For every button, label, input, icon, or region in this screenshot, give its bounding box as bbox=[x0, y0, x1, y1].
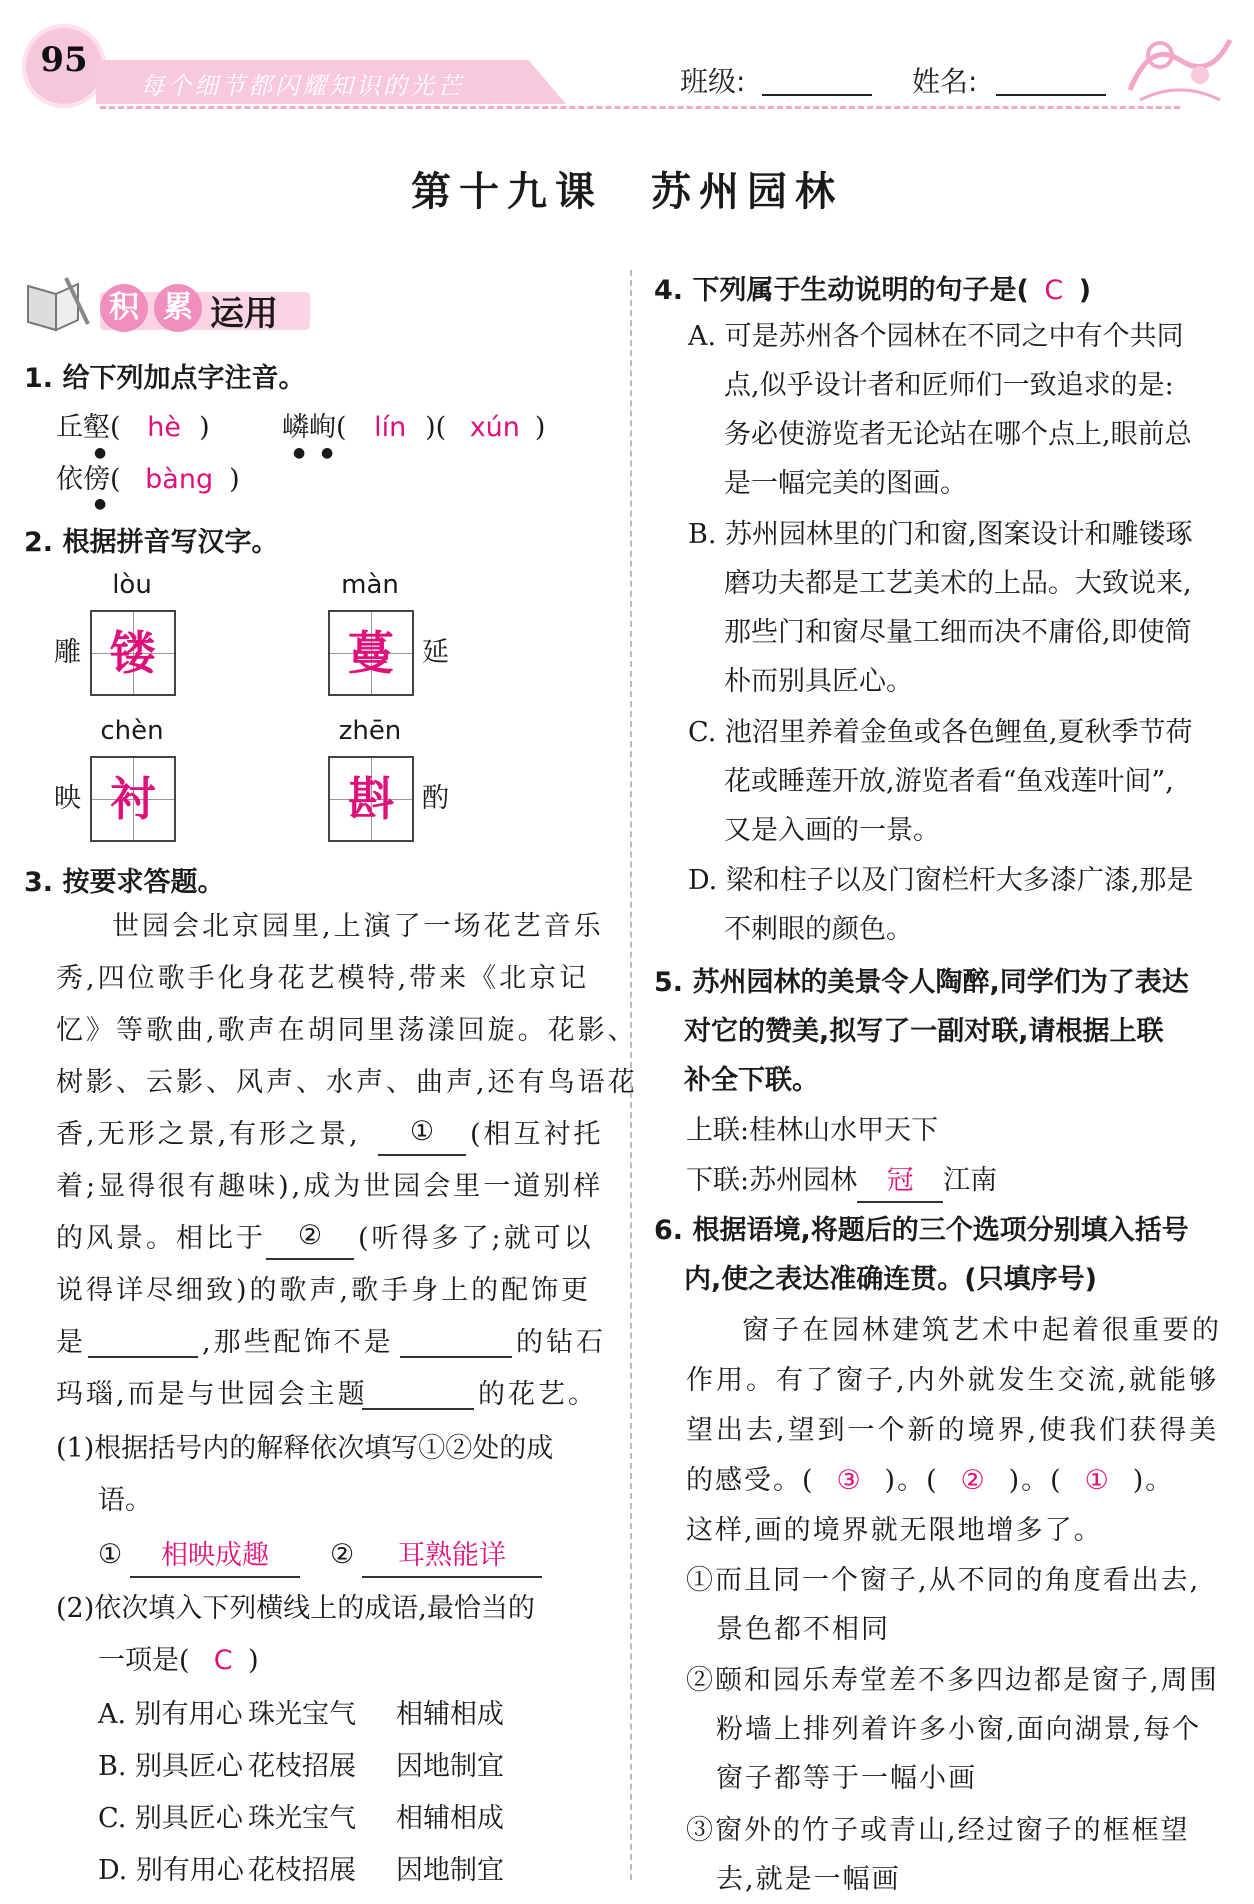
q6-option-3: ③窗外的竹子或青山,经过窗子的框框望 去,就是一幅画 bbox=[686, 1815, 1190, 1895]
class-label: 班级: bbox=[680, 65, 746, 98]
q3-passage-line: 是 bbox=[56, 1327, 83, 1358]
q4-option-a: A. 可是苏州各个园林在不同之中有个共同 点,似乎设计者和匠师们一致追求的是: 务必使游览者无论站在哪个点上,眼前总 是一幅完美的图画。 bbox=[688, 321, 1192, 499]
section-header-title: 运用 bbox=[210, 294, 278, 334]
lesson-title: 第十九课 苏州园林 bbox=[411, 169, 843, 215]
q5-stem: 5. 苏州园林的美景令人陶醉,同学们为了表达 对它的赞美,拟写了一副对联,请根据上联 补全下联。 bbox=[654, 967, 1189, 1096]
header-slogan: 每个细节都闪耀知识的光芒 bbox=[140, 72, 464, 100]
section-header-char-2: 累 bbox=[154, 284, 202, 332]
q3-passage-line: 秀,四位歌手化身花艺模特,带来《北京记 bbox=[56, 963, 590, 994]
q3-passage-line: 的花艺。 bbox=[478, 1379, 598, 1410]
q3-sub1: (1)根据括号内的解释依次填写①②处的成 bbox=[56, 1433, 554, 1464]
q3-option-c: C. 别具匠心 珠光宝气 相辅相成 bbox=[98, 1803, 504, 1834]
q6-passage-last: 这样,画的境界就无限地增多了。 bbox=[686, 1515, 1103, 1546]
q3-passage-line: 说得详尽细致)的歌声,歌手身上的配饰更 bbox=[56, 1275, 592, 1306]
q4-option-b: B. 苏州园林里的门和窗,图案设计和雕镂琢 磨功夫都是工艺美术的上品。大致说来, 那些门和窗尽量工细而决不庸俗,即使简 朴而别具匠心。 bbox=[688, 519, 1193, 697]
q3-option-d: D. 别有用心 花枝招展 因地制宜 bbox=[98, 1855, 504, 1886]
q1-item-2: 嶙峋( lín )( xún ) bbox=[282, 403, 545, 452]
emphasis-dot: ● bbox=[321, 445, 334, 461]
q2-before-1: 雕 bbox=[54, 637, 81, 668]
q3-sub2-answer: C bbox=[213, 1645, 233, 1676]
q2-after-2: 延 bbox=[422, 637, 449, 668]
q6-fill-line: 的感受。( ③ )。( ② )。( ① )。 bbox=[686, 1456, 1174, 1505]
book-pen-icon bbox=[22, 272, 92, 336]
q3-sub2-cont: 一项是( C ) bbox=[98, 1636, 259, 1685]
q3-sub1-answer-1: 相映成趣 bbox=[130, 1536, 300, 1578]
q3-passage-line: (相互衬托 bbox=[470, 1119, 604, 1150]
q3-sub2: (2)依次填入下列横线上的成语,最恰当的 bbox=[56, 1593, 535, 1624]
q2-pinyin-4: zhēn bbox=[338, 716, 402, 746]
q5-answer: 冠 bbox=[857, 1161, 943, 1203]
q1-item-1: 丘壑( hè ) bbox=[56, 403, 210, 452]
name-label: 姓名: bbox=[912, 65, 978, 98]
q3-blank-2[interactable]: ② bbox=[266, 1214, 354, 1260]
q2-pinyin-1: lòu bbox=[112, 570, 152, 600]
q6-passage-line: 窗子在园林建筑艺术中起着很重要的 bbox=[742, 1315, 1222, 1346]
q3-passage-line: ,那些配饰不是 bbox=[202, 1327, 394, 1358]
q3-passage-line: 世园会北京园里,上演了一场花艺音乐 bbox=[112, 911, 604, 942]
q6-passage-line: 望出去,望到一个新的境界,使我们获得美 bbox=[686, 1415, 1220, 1446]
q2-answer-1: 镂 bbox=[110, 626, 156, 680]
q2-pinyin-2: màn bbox=[341, 570, 399, 600]
q2-answer-3: 衬 bbox=[110, 772, 156, 826]
q3-passage-line: (听得多了;就可以 bbox=[358, 1223, 594, 1254]
q6-option-2: ②颐和园乐寿堂差不多四边都是窗子,周围 粉墙上排列着许多小窗,面向湖景,每个 窗子都等于一幅小画 bbox=[686, 1665, 1219, 1794]
q3-passage-line: 香,无形之景,有形之景, bbox=[56, 1119, 361, 1150]
q3-blank-5[interactable] bbox=[362, 1408, 474, 1410]
q6-answer-2: ② bbox=[960, 1465, 987, 1496]
q3-passage-line: 忆》等歌曲,歌声在胡同里荡漾回旋。花影、 bbox=[56, 1015, 638, 1046]
emphasis-dot: ● bbox=[293, 445, 306, 461]
q3-passage-line: 的钻石 bbox=[516, 1327, 606, 1358]
name-field[interactable] bbox=[996, 94, 1106, 96]
q1-answer-1: hè bbox=[147, 412, 181, 443]
q5-lower-couplet: 下联:苏州园林 冠 江南 bbox=[686, 1156, 997, 1205]
q3-sub1-label-2: ② bbox=[330, 1539, 355, 1570]
emphasis-dot: ● bbox=[94, 445, 107, 461]
header-divider bbox=[100, 106, 1180, 109]
q6-stem: 6. 根据语境,将题后的三个选项分别填入括号 内,使之表达准确连贯。(只填序号) bbox=[654, 1215, 1189, 1295]
q6-answer-1: ③ bbox=[836, 1465, 863, 1496]
q3-blank-4[interactable] bbox=[400, 1356, 512, 1358]
q6-answer-3: ① bbox=[1084, 1465, 1111, 1496]
q3-sub1-answer-2: 耳熟能详 bbox=[362, 1536, 542, 1578]
q3-sub1-label-1: ① bbox=[98, 1539, 123, 1570]
q6-option-1: ①而且同一个窗子,从不同的角度看出去, 景色都不相同 bbox=[686, 1565, 1201, 1645]
q1-answer-4: bàng bbox=[145, 464, 214, 495]
q2-before-3: 映 bbox=[54, 783, 81, 814]
q6-passage-line: 作用。有了窗子,内外就发生交流,就能够 bbox=[686, 1365, 1220, 1396]
q2-stem: 2. 根据拼音写汉字。 bbox=[24, 527, 279, 558]
emphasis-dot: ● bbox=[94, 496, 107, 512]
q3-sub1-cont: 语。 bbox=[98, 1485, 152, 1516]
q4-stem: 4. 下列属于生动说明的句子是( C ) bbox=[654, 275, 1092, 306]
q2-after-4: 酌 bbox=[422, 783, 449, 814]
q4-option-d: D. 梁和柱子以及门窗栏杆大多漆广漆,那是 不刺眼的颜色。 bbox=[688, 865, 1194, 945]
q3-passage-line: 玛瑙,而是与世园会主题 bbox=[56, 1379, 368, 1410]
q4-answer: C bbox=[1044, 275, 1064, 306]
q3-passage-line: 着;显得很有趣味),成为世园会里一道别样 bbox=[56, 1171, 604, 1202]
q4-option-c: C. 池沼里养着金鱼或各色鲤鱼,夏秋季节荷 花或睡莲开放,游览者看“鱼戏莲叶间”, 又是入画的一景。 bbox=[688, 717, 1193, 846]
q1-stem: 1. 给下列加点字注音。 bbox=[24, 363, 306, 394]
q3-stem: 3. 按要求答题。 bbox=[24, 867, 225, 898]
q3-option-a: A. 别有用心 珠光宝气 相辅相成 bbox=[98, 1699, 504, 1730]
q2-answer-4: 斟 bbox=[348, 772, 394, 826]
column-divider bbox=[630, 270, 632, 1880]
q5-upper-couplet: 上联:桂林山水甲天下 bbox=[686, 1115, 939, 1146]
q3-blank-1[interactable]: ① bbox=[378, 1110, 466, 1156]
class-field[interactable] bbox=[762, 94, 872, 96]
section-header-char-1: 积 bbox=[100, 284, 148, 332]
q2-answer-2: 蔓 bbox=[348, 626, 394, 680]
q3-passage-line: 树影、云影、风声、水声、曲声,还有鸟语花 bbox=[56, 1067, 638, 1098]
q2-pinyin-3: chèn bbox=[100, 716, 164, 746]
q3-blank-3[interactable] bbox=[88, 1356, 198, 1358]
q3-option-b: B. 别具匠心 花枝招展 因地制宜 bbox=[98, 1751, 504, 1782]
q1-item-3: 依傍( bàng ) bbox=[56, 455, 240, 504]
q1-answer-2: lín bbox=[374, 412, 407, 443]
flourish-decoration-icon bbox=[1120, 20, 1240, 110]
q1-answer-3: xún bbox=[469, 412, 520, 443]
page-number: 95 bbox=[40, 40, 88, 80]
q3-passage-line: 的风景。相比于 bbox=[56, 1223, 266, 1254]
